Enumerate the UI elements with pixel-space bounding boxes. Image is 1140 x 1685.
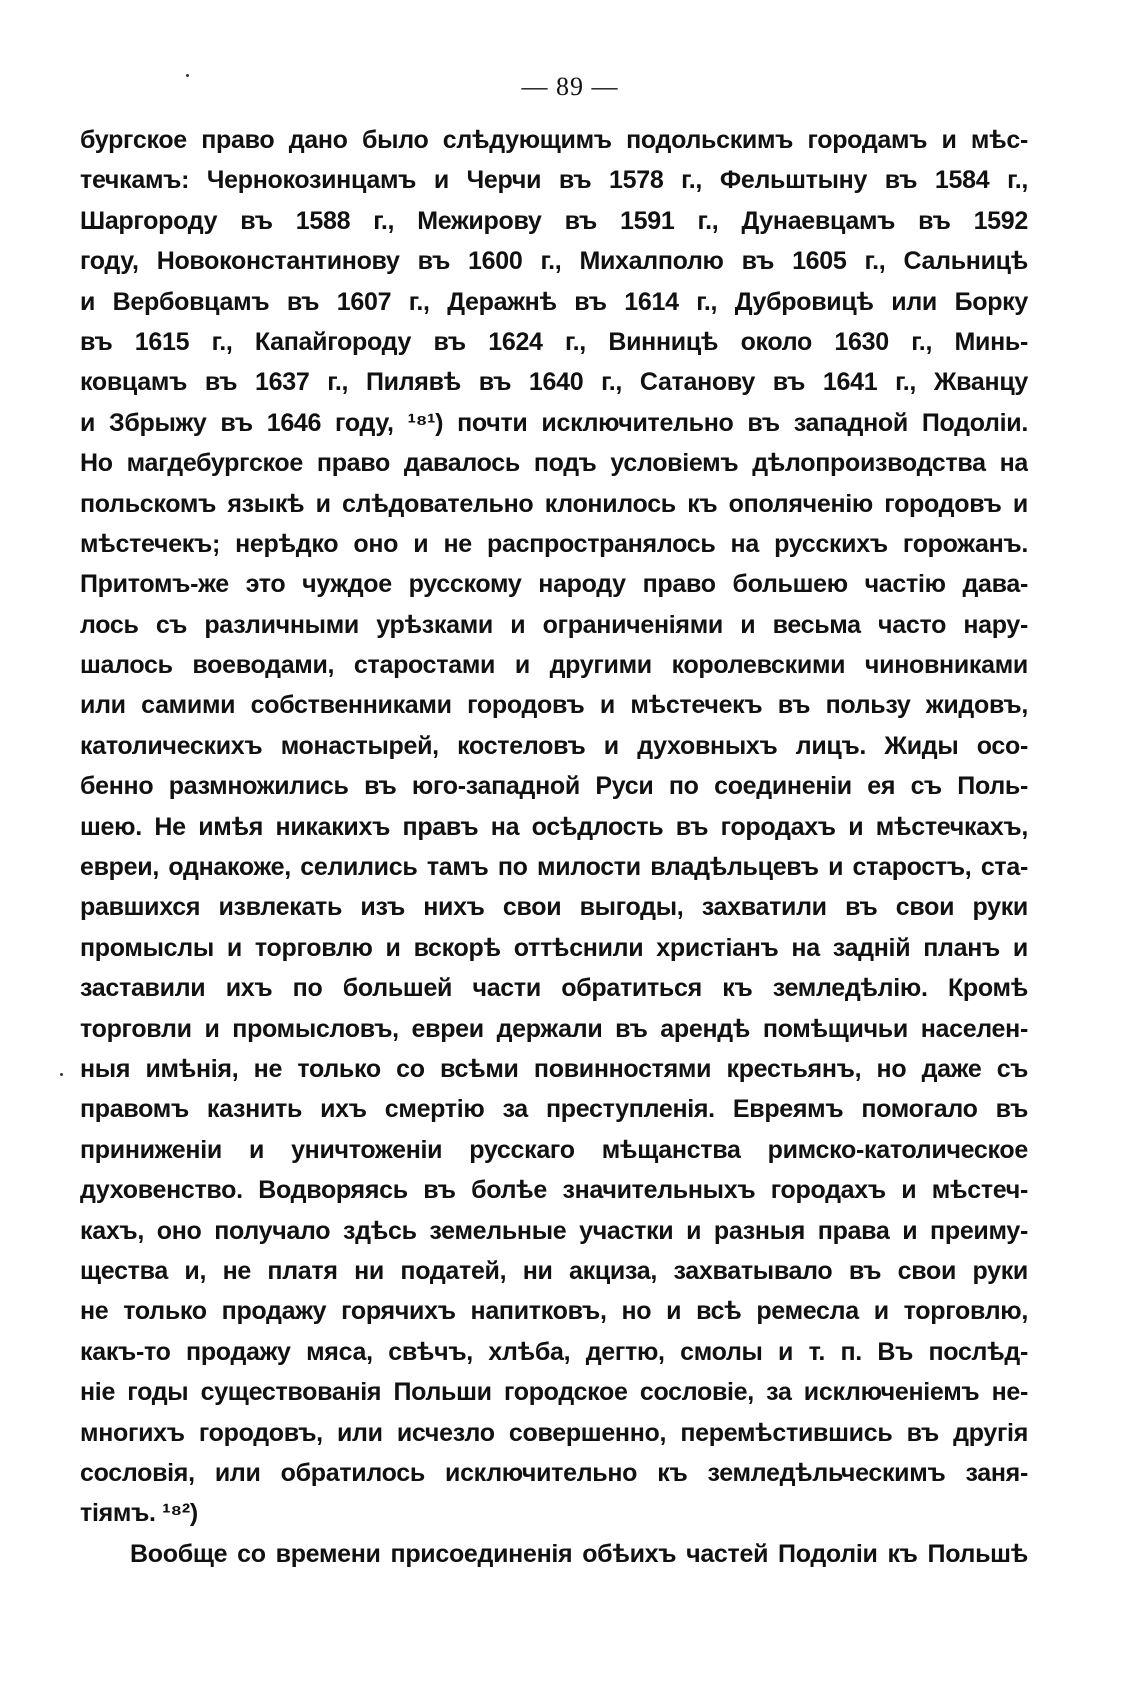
text-line: многихъ городовъ, или исчезло совершенно, перемѣстившись въ другія (80, 1418, 1028, 1447)
text-line: ковцамъ въ 1637 г., Пилявѣ въ 1640 г., Сатанову въ 1641 г., Жванцу (80, 368, 1028, 397)
text-line: правомъ казнить ихъ смертію за преступленія. Евреямъ помогало въ (80, 1095, 1028, 1124)
text-line: евреи, однакоже, селились тамъ по милости владѣльцевъ и старостъ, ста- (80, 853, 1028, 882)
text-line: сословія, или обратилось исключительно къ земледѣльческимъ заня- (80, 1458, 1028, 1487)
text-line: кахъ, оно получало здѣсь земельные участки и разныя права и преиму- (80, 1216, 1028, 1245)
text-line: приниженіи и уничтоженіи русскаго мѣщанства римско-католическое (80, 1135, 1028, 1164)
text-line: какъ-то продажу мяса, свѣчъ, хлѣба, дегтю, смолы и т. п. Въ послѣд- (80, 1337, 1028, 1366)
text-line: и Збрыжу въ 1646 году, ¹⁸¹) почти исключительно въ западной Подоліи. (80, 408, 1028, 437)
text-line: заставили ихъ по большей части обратиться къ земледѣлію. Кромѣ (80, 974, 1028, 1003)
text-line: или самими собственниками городовъ и мѣстечекъ въ пользу жидовъ, (80, 691, 1028, 720)
text-line: промыслы и торговлю и вскорѣ оттѣснили христіанъ на задній планъ и (80, 933, 1028, 962)
text-line: въ 1615 г., Капайгороду въ 1624 г., Винницѣ около 1630 г., Минь- (80, 327, 1028, 356)
margin-mark (186, 74, 189, 77)
text-line: католическихъ монастырей, костеловъ и духовныхъ лицъ. Жиды осо- (80, 731, 1028, 760)
body-text (80, 120, 1028, 1574)
text-line: году, Новоконстантинову въ 1600 г., Михалполю въ 1605 г., Сальницѣ (80, 247, 1028, 276)
text-line: не только продажу горячихъ напитковъ, но и всѣ ремесла и торговлю, (80, 1297, 1028, 1326)
text-line: Вообще со времени присоединенія обѣихъ частей Подоліи къ Польшѣ (130, 1539, 1028, 1568)
text-line: мѣстечекъ; нерѣдко оно и не распространялось на русскихъ горожанъ. (80, 529, 1028, 558)
text-line: тіямъ. ¹⁸²) (80, 1499, 198, 1528)
text-line: ніе годы существованія Польши городское сословіе, за исключеніемъ не- (80, 1378, 1028, 1407)
page-number: — 89 — (521, 72, 619, 101)
margin-mark (60, 1073, 63, 1076)
text-line: торговли и промысловъ, евреи держали въ арендѣ помѣщичьи населен- (80, 1014, 1028, 1043)
text-line: духовенство. Водворяясь въ болѣе значительныхъ городахъ и мѣстеч- (80, 1176, 1028, 1205)
text-line: щества и, не платя ни податей, ни акциза, захватывало въ свои руки (80, 1256, 1028, 1285)
text-line: бургское право дано было слѣдующимъ подольскимъ городамъ и мѣс- (80, 126, 1028, 154)
paragraph (80, 120, 1028, 1534)
text-line: шею. Не имѣя никакихъ правъ на осѣдлость въ городахъ и мѣстечкахъ, (80, 812, 1028, 841)
text-line: Притомъ-же это чуждое русскому народу право большею частію дава- (80, 570, 1028, 599)
paragraph (80, 1534, 1028, 1574)
text-line: лось съ различными урѣзками и ограниченіями и весьма часто нару- (80, 610, 1028, 639)
text-line: и Вербовцамъ въ 1607 г., Деражнѣ въ 1614 г., Дубровицѣ или Борку (80, 287, 1028, 316)
text-line: Но магдебургское право давалось подъ условіемъ дѣлопроизводства на (80, 449, 1028, 478)
text-line: Шаргороду въ 1588 г., Межирову въ 1591 г., Дунаевцамъ въ 1592 (80, 206, 1028, 235)
text-line: бенно размножились въ юго-западной Руси по соединеніи ея съ Поль- (80, 772, 1028, 801)
text-line: течкамъ: Чернокозинцамъ и Черчи въ 1578 г., Фельштыну въ 1584 г., (80, 166, 1028, 195)
text-line: ныя имѣнія, не только со всѣми повинностями крестьянъ, но даже съ (80, 1054, 1028, 1083)
text-line: шалось воеводами, старостами и другими королевскими чиновниками (80, 651, 1028, 680)
text-line: польскомъ языкѣ и слѣдовательно клонилось къ ополяченію городовъ и (80, 489, 1028, 518)
text-line: равшихся извлекать изъ нихъ свои выгоды, захватили въ свои руки (80, 893, 1028, 922)
